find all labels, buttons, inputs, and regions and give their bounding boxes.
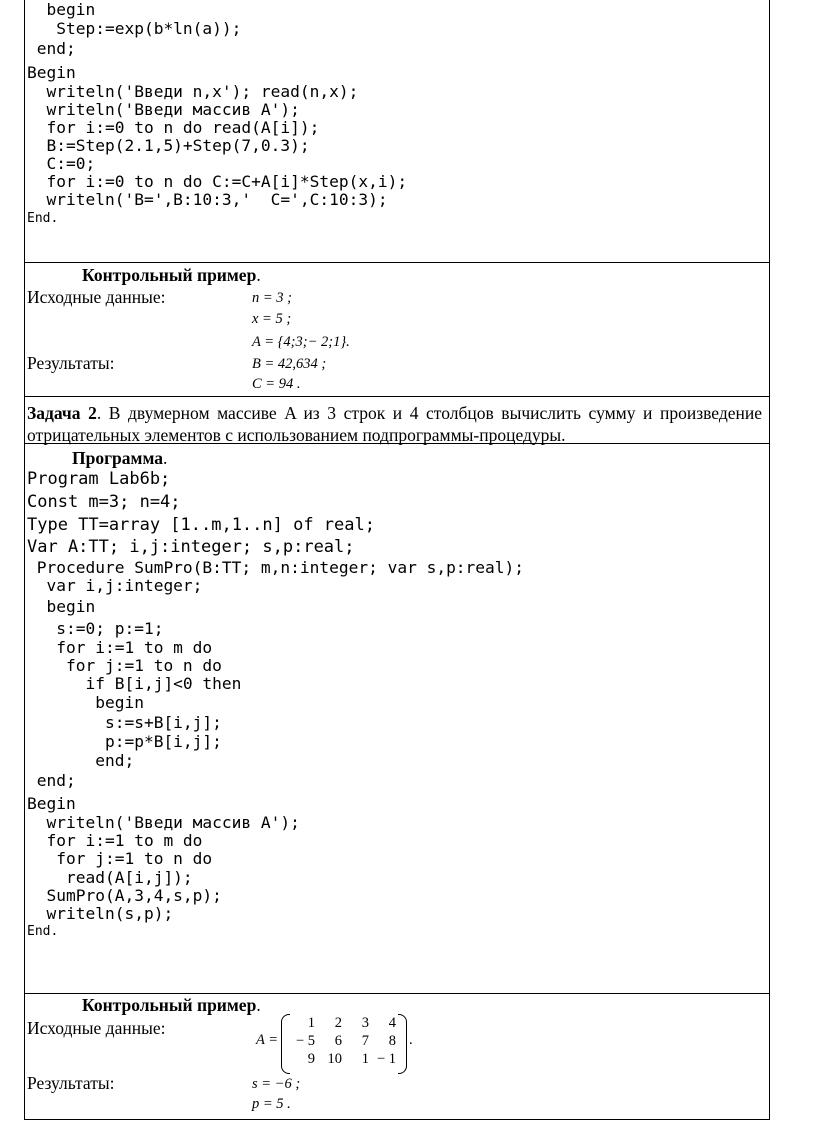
code-line: if B[i,j]<0 then <box>27 674 242 693</box>
matrix-a <box>256 1014 416 1072</box>
code-end: End. <box>27 924 59 939</box>
divider <box>24 262 770 263</box>
example-heading: Контрольный пример. <box>82 995 261 1015</box>
code-line: Step:=exp(b*ln(a)); <box>27 19 242 38</box>
code-line: for j:=1 to n do <box>27 849 213 868</box>
code-line: var i,j:integer; <box>27 576 203 595</box>
input-label: Исходные данные: <box>27 1018 166 1038</box>
divider <box>24 396 770 397</box>
matrix-cell: − 5 <box>295 1033 315 1049</box>
code-line: for j:=1 to n do <box>27 656 222 675</box>
task-text: . В двумерном массиве A из 3 строк и 4 столбцов вычислить сумму и произведение отрицательных элементов с использованием подпрограммы-процедуры. <box>27 403 762 445</box>
matrix-cell: 3 <box>361 1015 369 1031</box>
example-heading: Контрольный пример. <box>82 265 261 285</box>
divider <box>24 993 770 994</box>
result-label: Результаты: <box>27 353 115 373</box>
code-line: Procedure SumPro(B:TT; m,n:integer; var s,p:real); <box>27 558 525 577</box>
matrix-cell: 9 <box>307 1051 315 1067</box>
input-label: Исходные данные: <box>27 287 166 307</box>
code-line: for i:=0 to n do read(A[i]); <box>27 118 320 137</box>
code-line: begin <box>27 0 96 19</box>
code-line: end; <box>27 771 76 790</box>
matrix-cell: − 1 <box>376 1051 396 1067</box>
code-line: writeln('B=',B:10:3,' C=',C:10:3); <box>27 190 388 209</box>
code-line: B:=Step(2.1,5)+Step(7,0.3); <box>27 136 310 155</box>
code-line: for i:=1 to m do <box>27 831 203 850</box>
code-line: C:=0; <box>27 154 96 173</box>
code-line: s:=s+B[i,j]; <box>27 713 222 732</box>
code-line: s:=0; p:=1; <box>27 619 164 638</box>
matrix-cell: 7 <box>361 1033 369 1049</box>
code-line: writeln(s,p); <box>27 904 174 923</box>
code-line: Begin <box>27 794 76 813</box>
code-line: Type TT=array [1..m,1..n] of real; <box>27 515 375 535</box>
matrix-cell: 8 <box>388 1033 396 1049</box>
input-value: x = 5 ; <box>252 311 292 327</box>
code-line: writeln('Введи n,x'); read(n,x); <box>27 82 359 101</box>
code-end: End. <box>27 211 59 226</box>
program-heading: Программа. <box>72 448 168 468</box>
code-line: Var A:TT; i,j:integer; s,p:real; <box>27 537 355 557</box>
task-label: Задача 2 <box>27 403 97 423</box>
task-2-statement <box>27 402 762 446</box>
code-line: p:=p*B[i,j]; <box>27 732 222 751</box>
result-value: B = 42,634 ; <box>252 356 327 372</box>
result-label: Результаты: <box>27 1073 115 1093</box>
matrix-cell: 2 <box>334 1015 342 1031</box>
matrix-cell: 10 <box>327 1051 342 1067</box>
matrix-cell: 4 <box>388 1015 396 1031</box>
code-line: Const m=3; n=4; <box>27 492 181 512</box>
matrix-end: . <box>409 1032 413 1048</box>
result-value: s = −6 ; <box>252 1076 301 1092</box>
code-line: writeln('Введи массив A'); <box>27 813 300 832</box>
code-line: Program Lab6b; <box>27 469 171 489</box>
code-line: writeln('Введи массив A'); <box>27 100 300 119</box>
code-line: begin <box>27 597 96 616</box>
matrix-row <box>288 1033 398 1050</box>
matrix-row <box>288 1051 398 1068</box>
matrix-cell: 1 <box>361 1051 369 1067</box>
matrix-lhs: A = <box>256 1032 279 1048</box>
code-line: for i:=0 to n do C:=C+A[i]*Step(x,i); <box>27 172 408 191</box>
input-value: A = {4;3;− 2;1}. <box>252 334 350 350</box>
right-paren <box>398 1014 407 1074</box>
matrix-row <box>288 1015 398 1032</box>
code-line: for i:=1 to m do <box>27 638 213 657</box>
code-line: Begin <box>27 63 76 82</box>
code-line: SumPro(A,3,4,s,p); <box>27 886 222 905</box>
result-value: p = 5 . <box>252 1096 291 1112</box>
code-line: begin <box>27 693 144 712</box>
matrix-cell: 6 <box>334 1033 342 1049</box>
matrix-cell: 1 <box>307 1015 315 1031</box>
code-line: end; <box>27 39 76 58</box>
result-value: C = 94 . <box>252 376 301 392</box>
code-line: read(A[i,j]); <box>27 868 193 887</box>
input-value: n = 3 ; <box>252 290 292 306</box>
code-line: end; <box>27 751 135 770</box>
